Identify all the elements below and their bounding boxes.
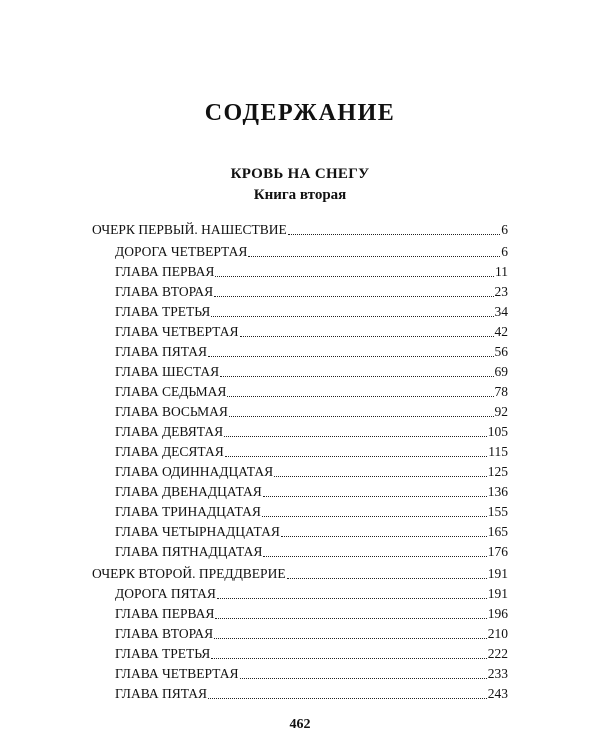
toc-chapter-entry bbox=[115, 666, 508, 682]
toc-chapter-entry bbox=[115, 626, 508, 642]
toc-dot-leader bbox=[227, 396, 493, 397]
toc-entry-page: 6 bbox=[501, 244, 508, 259]
toc-chapter-entry bbox=[115, 444, 508, 460]
toc-dot-leader bbox=[274, 476, 487, 477]
toc-dot-leader bbox=[287, 578, 487, 579]
section-subtitle: Книга вторая bbox=[253, 187, 347, 203]
toc-entry-label: ГЛАВА ДЕСЯТАЯ bbox=[115, 444, 224, 459]
toc-dot-leader bbox=[224, 436, 487, 437]
toc-entry-page: 6 bbox=[501, 222, 508, 237]
toc-chapter-entry bbox=[115, 364, 508, 380]
toc-chapter-entry bbox=[115, 504, 508, 520]
toc-entry-page: 125 bbox=[487, 464, 508, 479]
toc-entry-label: ГЛАВА ТРЕТЬЯ bbox=[115, 646, 211, 661]
toc-entry-label: ГЛАВА ОДИННАДЦАТАЯ bbox=[115, 464, 274, 479]
toc-dot-leader bbox=[214, 296, 493, 297]
toc-dot-leader bbox=[208, 356, 493, 357]
toc-chapter-entry bbox=[115, 304, 508, 320]
toc-entry-label: ГЛАВА ТРИНАДЦАТАЯ bbox=[115, 504, 261, 519]
toc-dot-leader bbox=[211, 316, 493, 317]
toc-chapter-entry bbox=[115, 324, 508, 340]
toc-chapter-entry bbox=[115, 586, 508, 602]
toc-dot-leader bbox=[262, 516, 487, 517]
toc-dot-leader bbox=[211, 658, 486, 659]
toc-entry-label: ГЛАВА ПЕРВАЯ bbox=[115, 264, 215, 279]
toc-chapter-entry bbox=[115, 384, 508, 400]
page-title: СОДЕРЖАНИЕ bbox=[204, 100, 396, 126]
toc-entry-label: ГЛАВА ПЯТАЯ bbox=[115, 686, 208, 701]
toc-chapter-entry bbox=[115, 606, 508, 622]
toc-entry-label: ОЧЕРК ПЕРВЫЙ. НАШЕСТВИЕ bbox=[92, 222, 287, 237]
toc-dot-leader bbox=[248, 256, 500, 257]
toc-chapter-entry bbox=[115, 524, 508, 540]
page-number: 462 bbox=[289, 717, 311, 732]
toc-dot-leader bbox=[215, 618, 486, 619]
toc-entry-page: 69 bbox=[494, 364, 508, 379]
toc-entry-page: 115 bbox=[488, 444, 508, 459]
toc-entry-page: 92 bbox=[494, 404, 508, 419]
toc-chapter-entry bbox=[115, 284, 508, 300]
toc-chapter-entry bbox=[115, 686, 508, 702]
toc-entry-page: 233 bbox=[487, 666, 508, 681]
toc-entry-label: ГЛАВА ПЯТНАДЦАТАЯ bbox=[115, 544, 263, 559]
toc-entry-label: ГЛАВА ВТОРАЯ bbox=[115, 284, 214, 299]
toc-entry-label: ГЛАВА СЕДЬМАЯ bbox=[115, 384, 227, 399]
toc-entry-label: ГЛАВА ДЕВЯТАЯ bbox=[115, 424, 224, 439]
toc-dot-leader bbox=[229, 416, 494, 417]
toc-entry-page: 191 bbox=[487, 586, 508, 601]
toc-entry-page: 196 bbox=[487, 606, 508, 621]
toc-entry-page: 176 bbox=[487, 544, 508, 559]
toc-dot-leader bbox=[225, 456, 487, 457]
section-title: КРОВЬ НА СНЕГУ bbox=[230, 166, 370, 182]
toc-entry-page: 23 bbox=[494, 284, 508, 299]
toc-entry-page: 136 bbox=[487, 484, 508, 499]
toc-entry-label: ГЛАВА ДВЕНАДЦАТАЯ bbox=[115, 484, 262, 499]
toc-entry-page: 165 bbox=[487, 524, 508, 539]
toc-dot-leader bbox=[288, 234, 501, 235]
toc-entry-page: 56 bbox=[494, 344, 508, 359]
toc-entry-label: ГЛАВА ПЕРВАЯ bbox=[115, 606, 215, 621]
toc-entry-label: ОЧЕРК ВТОРОЙ. ПРЕДДВЕРИЕ bbox=[92, 566, 286, 581]
toc-chapter-entry bbox=[115, 464, 508, 480]
toc-chapter-entry bbox=[115, 344, 508, 360]
toc-dot-leader bbox=[240, 678, 487, 679]
toc-entry-label: ГЛАВА ЧЕТЫРНАДЦАТАЯ bbox=[115, 524, 280, 539]
toc-entry-page: 78 bbox=[494, 384, 508, 399]
toc-chapter-entry bbox=[115, 484, 508, 500]
toc-entry-page: 155 bbox=[487, 504, 508, 519]
toc-entry-label: ГЛАВА ШЕСТАЯ bbox=[115, 364, 220, 379]
toc-chapter-entry bbox=[115, 404, 508, 420]
toc-entry-label: ГЛАВА ЧЕТВЕРТАЯ bbox=[115, 324, 239, 339]
toc-entry-label: ГЛАВА ПЯТАЯ bbox=[115, 344, 208, 359]
toc-entry-page: 222 bbox=[487, 646, 508, 661]
toc-entry-label: ДОРОГА ЧЕТВЕРТАЯ bbox=[115, 244, 248, 259]
toc-chapter-entry bbox=[115, 646, 508, 662]
toc-part-entry bbox=[92, 222, 508, 238]
toc-dot-leader bbox=[263, 556, 486, 557]
toc-dot-leader bbox=[281, 536, 487, 537]
toc-entry-page: 105 bbox=[487, 424, 508, 439]
toc-entry-label: ДОРОГА ПЯТАЯ bbox=[115, 586, 216, 601]
toc-dot-leader bbox=[217, 598, 487, 599]
toc-entry-label: ГЛАВА ЧЕТВЕРТАЯ bbox=[115, 666, 239, 681]
toc-dot-leader bbox=[240, 336, 494, 337]
toc-dot-leader bbox=[214, 638, 487, 639]
toc-entry-page: 11 bbox=[495, 264, 508, 279]
toc-entry-label: ГЛАВА ТРЕТЬЯ bbox=[115, 304, 211, 319]
toc-entry-page: 34 bbox=[494, 304, 508, 319]
toc-entry-page: 42 bbox=[494, 324, 508, 339]
toc-entry-page: 210 bbox=[487, 626, 508, 641]
toc-entry-label: ГЛАВА ВОСЬМАЯ bbox=[115, 404, 228, 419]
toc-chapter-entry bbox=[115, 424, 508, 440]
toc-chapter-entry bbox=[115, 264, 508, 280]
toc-dot-leader bbox=[215, 276, 494, 277]
toc-entry-label: ГЛАВА ВТОРАЯ bbox=[115, 626, 214, 641]
toc-dot-leader bbox=[208, 698, 487, 699]
toc-entry-page: 243 bbox=[487, 686, 508, 701]
toc-chapter-entry bbox=[115, 244, 508, 260]
toc-dot-leader bbox=[220, 376, 493, 377]
toc-entry-page: 191 bbox=[487, 566, 508, 581]
toc-dot-leader bbox=[263, 496, 487, 497]
toc-chapter-entry bbox=[115, 544, 508, 560]
toc-part-entry bbox=[92, 566, 508, 582]
